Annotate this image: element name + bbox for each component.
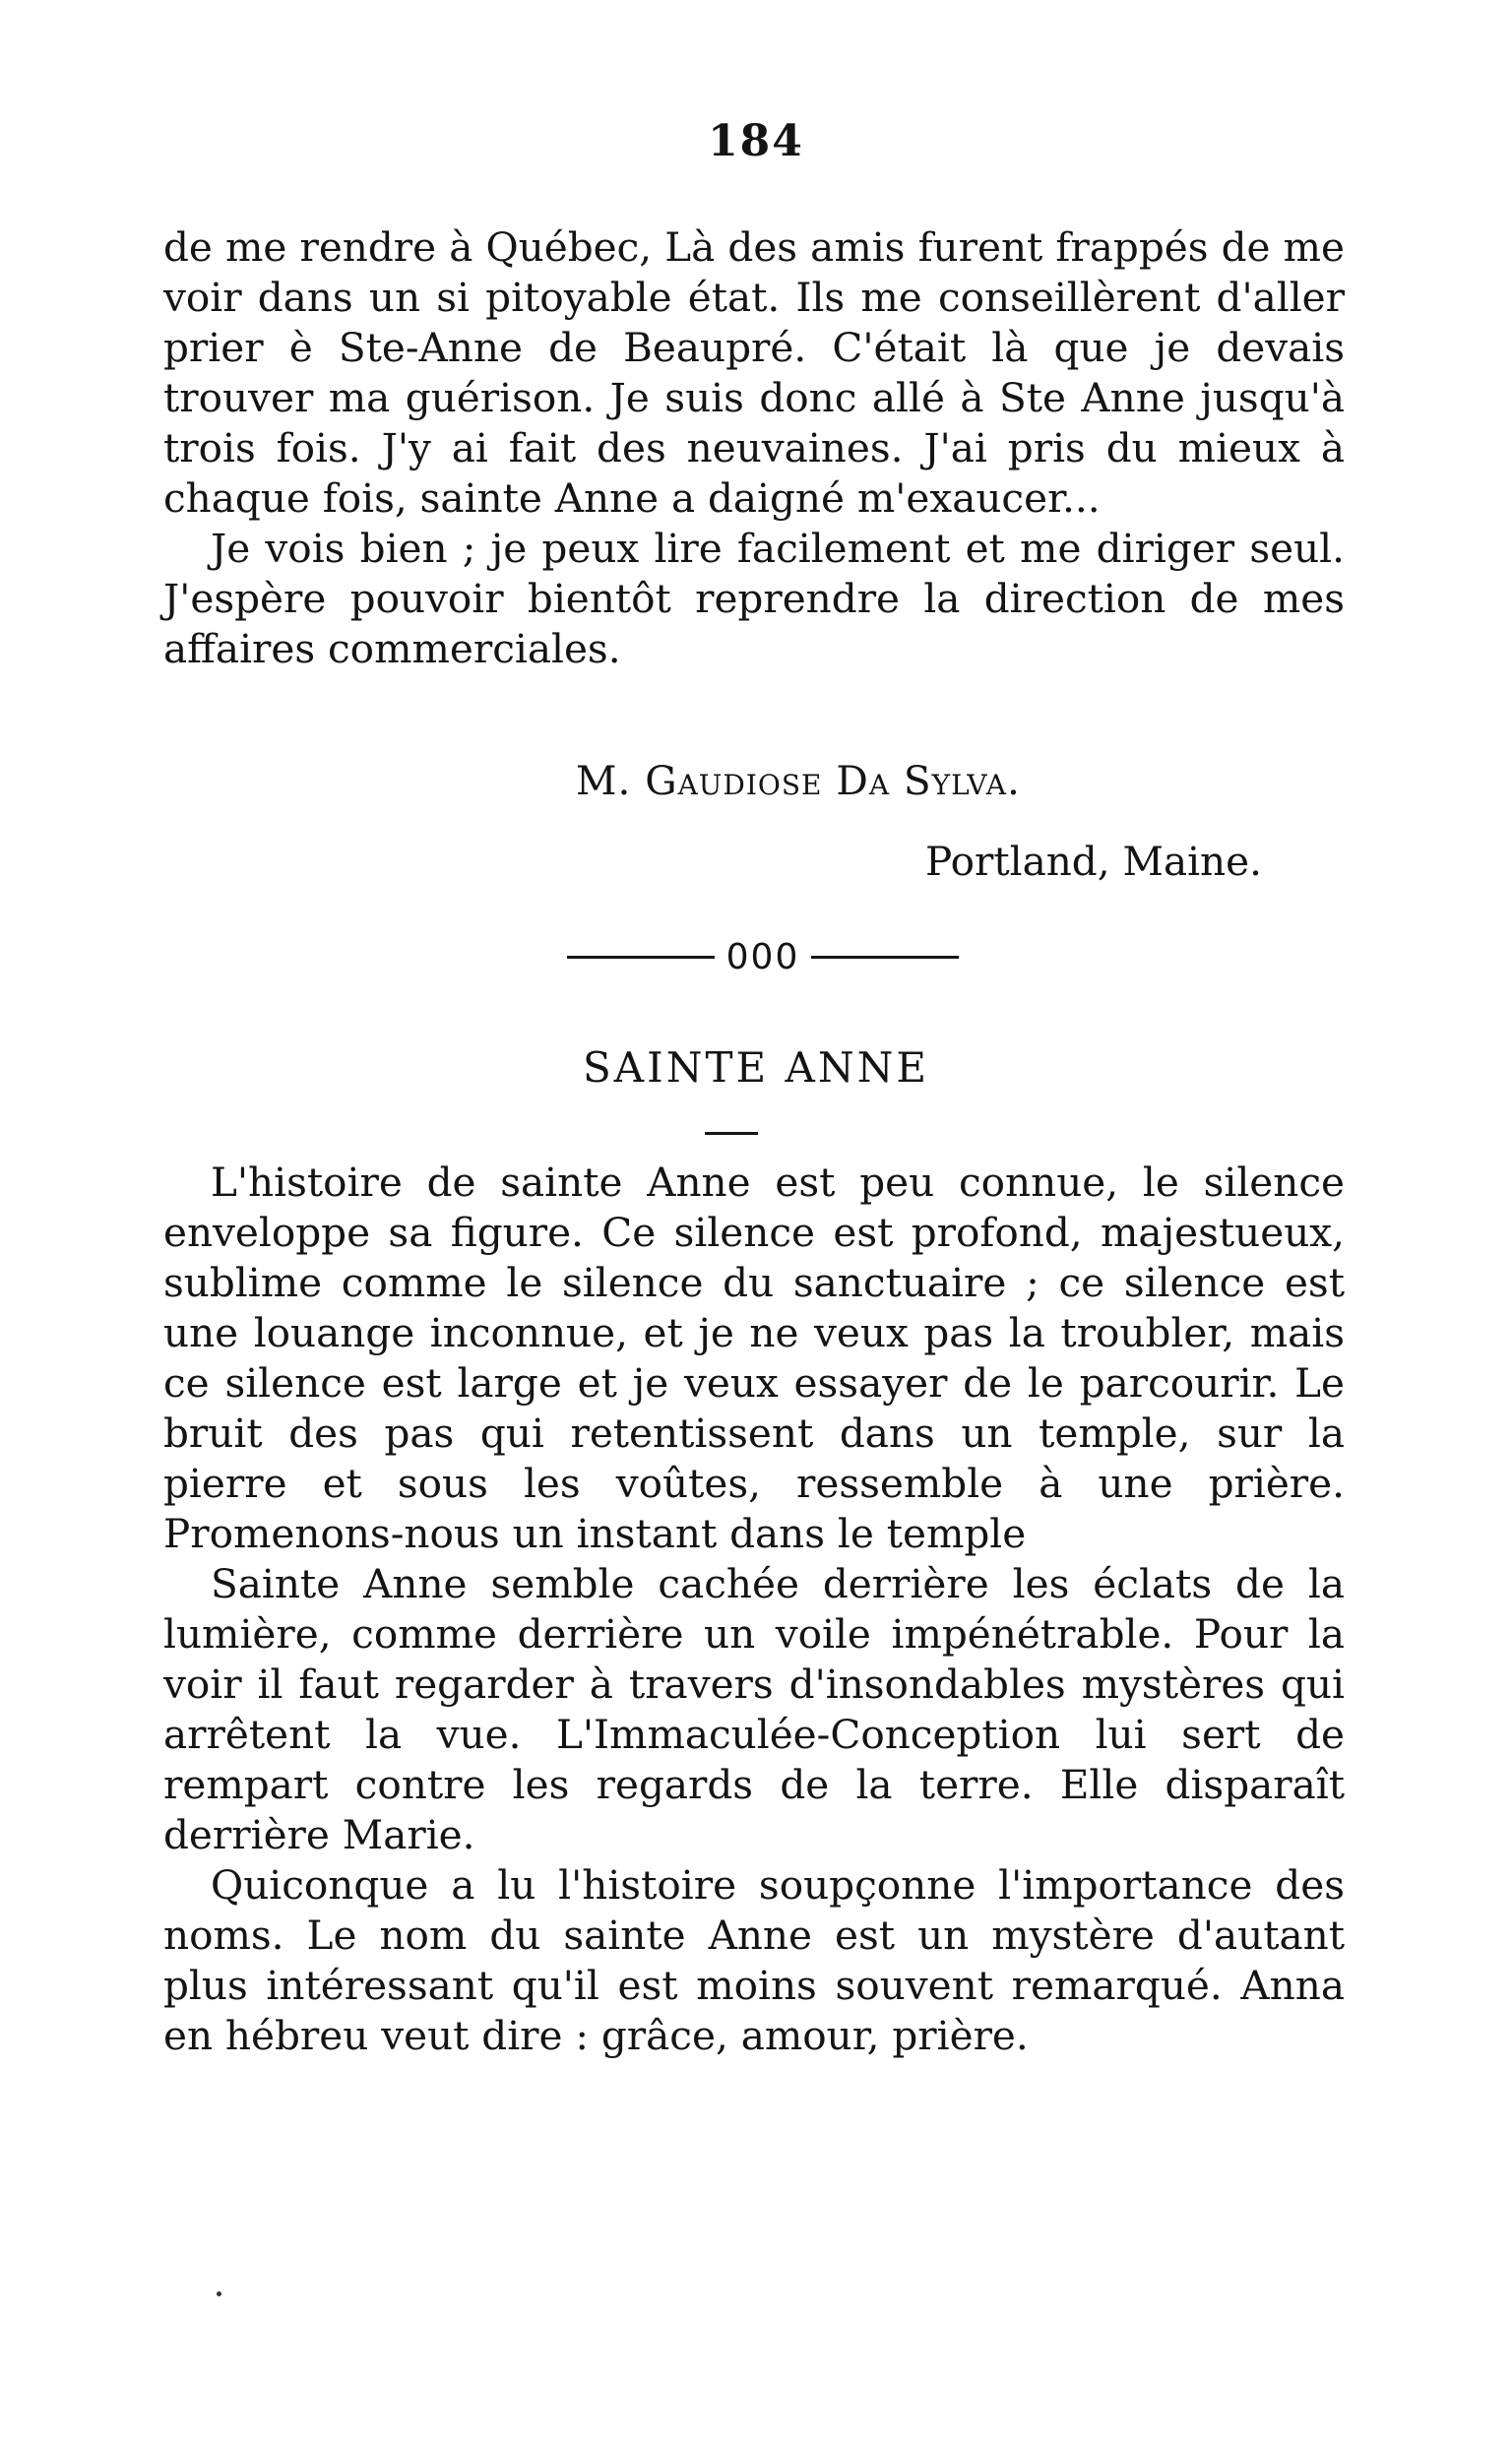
title-rule: [705, 1132, 758, 1135]
separator-mark: 000: [725, 937, 800, 977]
testimony-paragraph-2: Je vois bien ; je peux lire facilement et me diriger seul. J'espère pouvoir bientôt reprendre la direction de mes affaires commerciales.: [163, 525, 1345, 672]
section-title: SAINTE ANNE: [583, 1043, 929, 1092]
separator-line-right: [811, 956, 959, 959]
section-paragraph-2: Sainte Anne semble cachée derrière les éclats de la lumière, comme derrière un voile impénétrable. Pour la voir il faut regarder à travers d'insondables mystères qui arrêtent la vue. L'Immaculée-Conception lui sert de rempart contre les regards de la terre. Elle disparaît derrière Marie.: [163, 1560, 1345, 1858]
page-number: 184: [708, 116, 804, 166]
testimony-paragraph-1: de me rendre à Québec, Là des amis furent frappés de me voir dans un si pitoyable état. Ils me conseillèrent d'aller prier è Ste-Anne de Beaupré. C'était là que je devais trouver ma guérison. Je suis donc allé à Ste Anne jusqu'à trois fois. J'y ai fait des neuvaines. J'ai pris du mieux à chaque fois, sainte Anne a daigné m'exaucer...: [163, 223, 1345, 522]
signature-location: Portland, Maine.: [925, 838, 1262, 885]
signature-name: M. Gaudiose Da Sylva.: [576, 757, 1021, 804]
section-body: [163, 1158, 1345, 2061]
separator-line-left: [567, 956, 715, 959]
testimony-text: [163, 222, 1345, 674]
section-paragraph-3: Quiconque a lu l'histoire soupçonne l'importance des noms. Le nom du sainte Anne est un mystère d'autant plus intéressant qu'il est moins souvent remarqué. Anna en hébreu veut dire : grâce, amour, prière.: [163, 1861, 1345, 2059]
print-speck: [217, 2291, 221, 2296]
section-paragraph-1: L'histoire de sainte Anne est peu connue, le silence enveloppe sa figure. Ce silence est profond, majestueux, sublime comme le silence du sanctuaire ; ce silence est une louange inconnue, et je ne veux pas la troubler, mais ce silence est large et je veux essayer de le parcourir. Le bruit des pas qui retentissent dans un temple, sur la pierre et sous les voûtes, ressemble à une prière. Promenons-nous un instant dans le temple: [163, 1159, 1345, 1557]
section-separator: [541, 937, 984, 977]
